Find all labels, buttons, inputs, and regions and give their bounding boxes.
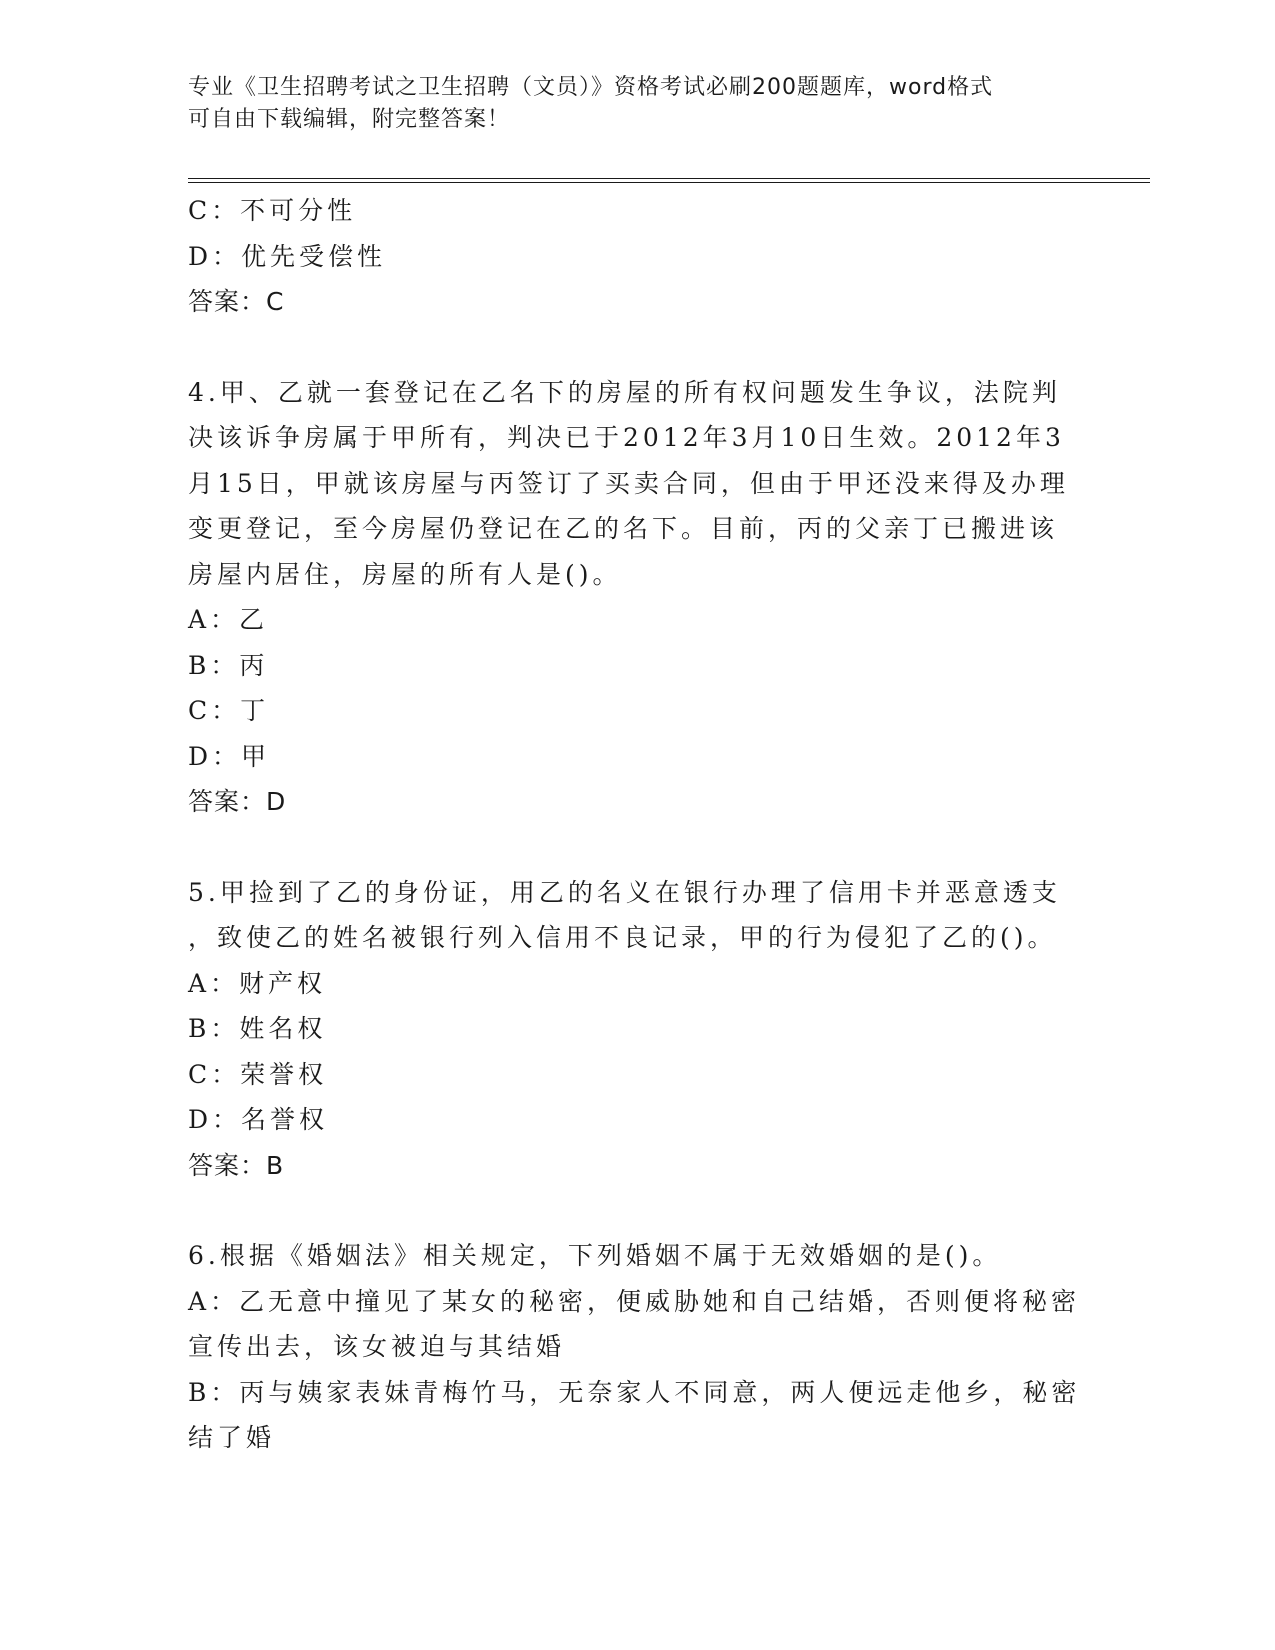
q3-option-c: C：不可分性 — [188, 196, 357, 225]
question-content — [188, 188, 1088, 1461]
header-title-line2: 可自由下载编辑，附完整答案！ — [188, 107, 511, 132]
question-5 — [188, 870, 1088, 1189]
question-4 — [188, 370, 1088, 825]
q4-answer: 答案：D — [188, 787, 287, 816]
document-header — [188, 72, 1088, 136]
q4-option-a: A：乙 — [188, 605, 269, 634]
spacer — [188, 825, 1088, 870]
question-3 — [188, 188, 1088, 325]
q4-stem-line: 决该诉争房属于甲所有，判决已于2012年3月10日生效。2012年3 — [188, 423, 1065, 452]
q5-stem-line: ，致使乙的姓名被银行列入信用不良记录，甲的行为侵犯了乙的()。 — [188, 923, 1057, 952]
q5-answer: 答案：B — [188, 1150, 285, 1180]
q4-option-d: D：甲 — [188, 741, 271, 771]
header-divider-top — [188, 178, 1150, 179]
q6-option-b-line: B：丙与姨家表妹青梅竹马，无奈家人不同意，两人便远走他乡，秘密 — [188, 1377, 1081, 1407]
q6-option-b-line: 结了婚 — [188, 1423, 276, 1452]
spacer — [188, 325, 1088, 370]
q6-stem-line: 6.根据《婚姻法》相关规定，下列婚姻不属于无效婚姻的是()。 — [188, 1241, 1002, 1270]
q4-option-b: B：丙 — [188, 650, 269, 680]
header-divider-bottom — [188, 182, 1150, 183]
q5-option-d: D：名誉权 — [188, 1105, 329, 1134]
q4-stem-line: 变更登记，至今房屋仍登记在乙的名下。目前，丙的父亲丁已搬进该 — [188, 514, 1059, 543]
q6-option-a-line: A：乙无意中撞见了某女的秘密，便威胁她和自己结婚，否则便将秘密 — [188, 1286, 1081, 1316]
q6-option-a-line: 宣传出去，该女被迫与其结婚 — [188, 1332, 566, 1361]
q5-stem-line: 5.甲捡到了乙的身份证，用乙的名义在银行办理了信用卡并恶意透支 — [188, 877, 1061, 907]
q5-option-c: C：荣誉权 — [188, 1059, 328, 1089]
q3-option-d: D：优先受偿性 — [188, 241, 387, 271]
spacer — [188, 1188, 1088, 1233]
q4-stem-line: 房屋内居住，房屋的所有人是()。 — [188, 559, 622, 589]
q4-stem-line: 4.甲、乙就一套登记在乙名下的房屋的所有权问题发生争议，法院判 — [188, 377, 1061, 407]
q3-answer: 答案：C — [188, 287, 285, 316]
q4-option-c: C：丁 — [188, 696, 270, 725]
question-6 — [188, 1233, 1088, 1461]
q5-option-a: A：财产权 — [188, 968, 327, 998]
q5-option-b: B：姓名权 — [188, 1014, 327, 1043]
q4-stem-line: 月15日，甲就该房屋与丙签订了买卖合同，但由于甲还没来得及办理 — [188, 468, 1069, 498]
header-title-line1: 专业《卫生招聘考试之卫生招聘（文员）》资格考试必刷200题题库，word格式 — [188, 75, 994, 100]
